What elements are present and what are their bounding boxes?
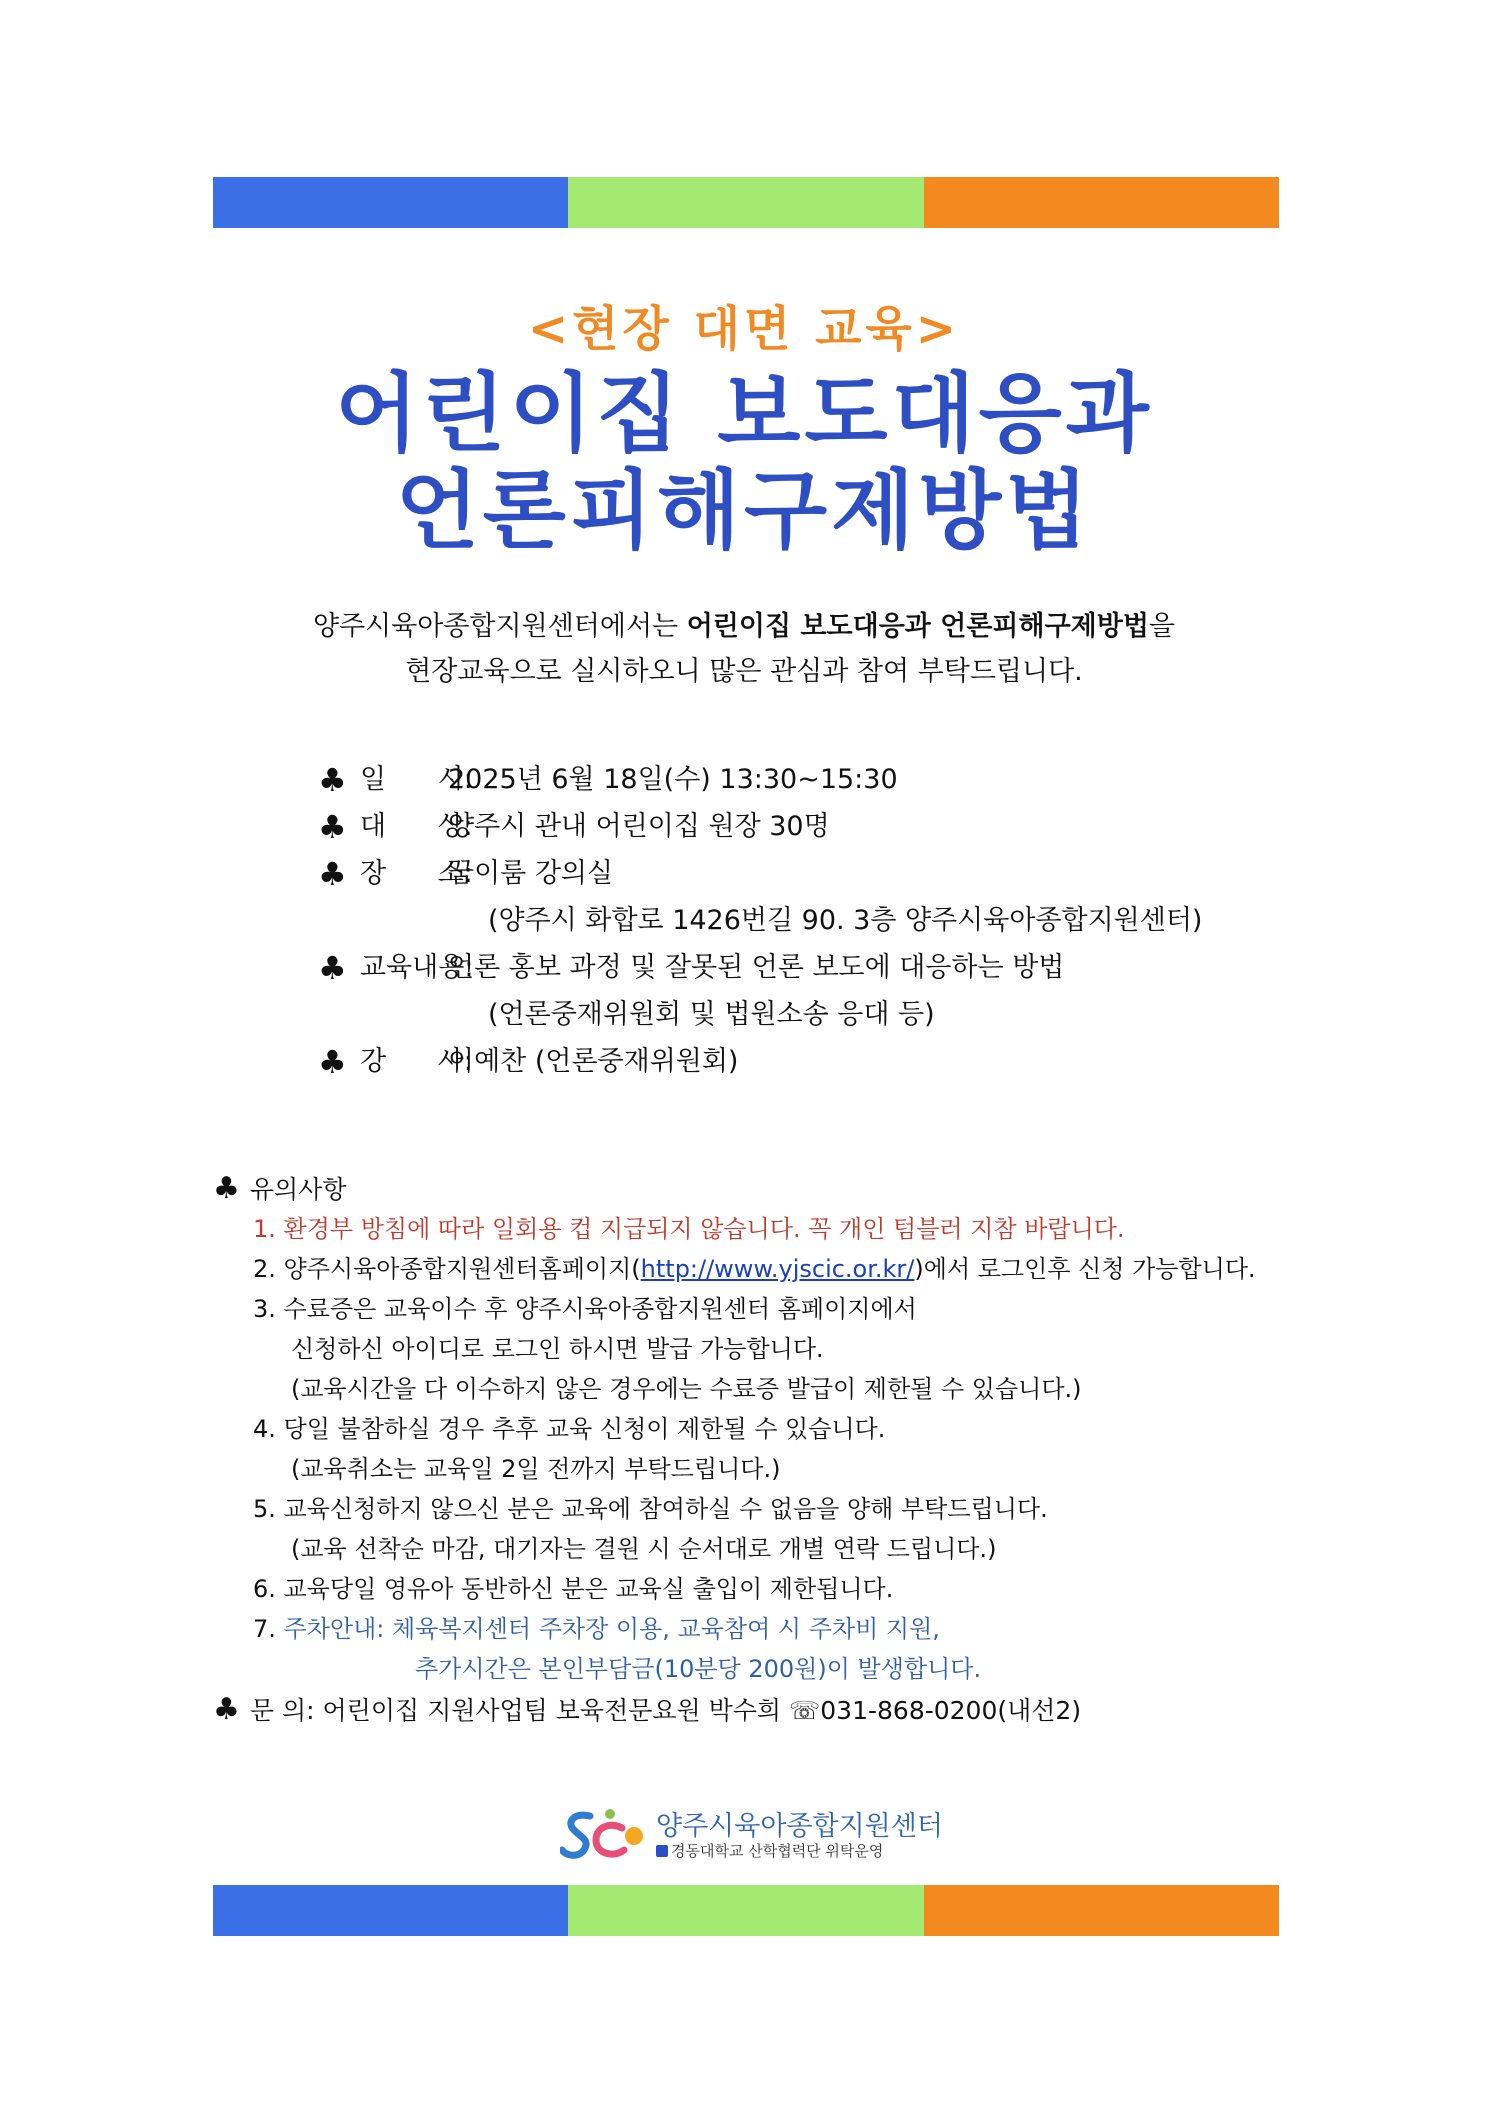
club-bullet-icon: ♣ xyxy=(318,808,347,846)
logo-sub xyxy=(656,1840,883,1861)
club-bullet-icon: ♣ xyxy=(318,761,347,799)
club-bullet-icon: ♣ xyxy=(318,855,347,893)
note-2 xyxy=(253,1252,1256,1286)
color-bar-blue xyxy=(213,1885,568,1936)
notes-heading xyxy=(213,1172,347,1207)
color-bar-green xyxy=(568,1885,923,1936)
info-label: 대 상: xyxy=(360,811,473,842)
contact-line xyxy=(213,1693,1081,1728)
info-label: 강 사: xyxy=(360,1046,473,1077)
logo-sub-text: 경동대학교 산학협력단 위탁운영 xyxy=(671,1842,884,1860)
info-value: 언론 홍보 과정 및 잘못된 언론 보도에 대응하는 방법 xyxy=(448,952,1065,983)
club-bullet-icon: ♣ xyxy=(213,1692,240,1727)
top-color-bar xyxy=(213,177,1279,228)
note-5: 5. 교육신청하지 않으신 분은 교육에 참여하실 수 없음을 양해 부탁드립니다. xyxy=(253,1495,1048,1523)
note-7-num: 7. xyxy=(253,1615,284,1643)
note-2-pre: 2. 양주시육아종합지원센터홈페이지( xyxy=(253,1255,641,1283)
color-bar-green xyxy=(568,177,923,228)
info-value: 양주시 관내 어린이집 원장 30명 xyxy=(448,811,830,842)
info-label: 교육내용: xyxy=(360,952,474,983)
info-value: 꿈이룸 강의실 xyxy=(448,858,614,889)
intro-line-1 xyxy=(0,604,1488,643)
bottom-color-bar xyxy=(213,1885,1279,1936)
note-7 xyxy=(253,1612,940,1646)
club-bullet-icon: ♣ xyxy=(213,1171,240,1206)
note-7-b: 추가시간은 본인부담금(10분당 200원)이 발생합니다. xyxy=(415,1655,982,1683)
info-value: 2025년 6월 18일(수) 13:30~15:30 xyxy=(448,764,898,795)
intro-pre: 양주시육아종합지원센터에서는 xyxy=(312,611,687,642)
homepage-link[interactable]: http://www.yjscic.or.kr/ xyxy=(640,1255,915,1283)
info-content-detail: (언론중재위원회 및 법원소송 응대 등) xyxy=(488,999,935,1030)
color-bar-orange xyxy=(924,177,1279,228)
center-logo xyxy=(560,1806,943,1862)
note-1: 1. 환경부 방침에 따라 일회용 컵 지급되지 않습니다. 꼭 개인 텀블러 지참 바랍니다. xyxy=(253,1215,1125,1243)
note-4: 4. 당일 불참하실 경우 추후 교육 신청이 제한될 수 있습니다. xyxy=(253,1415,886,1443)
title-line-2: 언론피해구제방법 xyxy=(395,461,1093,561)
club-bullet-icon: ♣ xyxy=(318,949,347,987)
intro-line-2: 현장교육으로 실시하오니 많은 관심과 참여 부탁드립니다. xyxy=(405,656,1083,687)
info-value: 이예찬 (언론중재위원회) xyxy=(448,1046,739,1077)
sc-logo-icon xyxy=(560,1806,646,1862)
club-bullet-icon: ♣ xyxy=(318,1043,347,1081)
note-4-b: (교육취소는 교육일 2일 전까지 부탁드립니다.) xyxy=(291,1455,781,1483)
title-line-1: 어린이집 보도대응과 xyxy=(335,364,1153,464)
color-bar-orange xyxy=(924,1885,1279,1936)
note-6: 6. 교육당일 영유아 동반하신 분은 교육실 출입이 제한됩니다. xyxy=(253,1575,894,1603)
subtitle: <현장 대면 교육> xyxy=(527,301,961,357)
note-3-c: (교육시간을 다 이수하지 않은 경우에는 수료증 발급이 제한될 수 있습니다.) xyxy=(291,1375,1082,1403)
info-label: 장 소: xyxy=(360,858,473,889)
color-bar-blue xyxy=(213,177,568,228)
logo-name: 양주시육아종합지원센터 xyxy=(656,1811,943,1842)
university-seal-icon xyxy=(656,1845,668,1857)
intro-post: 을 xyxy=(1148,611,1176,642)
note-7-text: 주차안내: 체육복지센터 주차장 이용, 교육참여 시 주차비 지원, xyxy=(283,1615,940,1643)
note-5-b: (교육 선착순 마감, 대기자는 결원 시 순서대로 개별 연락 드립니다.) xyxy=(291,1535,997,1563)
note-3-b: 신청하신 아이디로 로그인 하시면 발급 가능합니다. xyxy=(291,1335,824,1363)
note-2-post: )에서 로그인후 신청 가능합니다. xyxy=(914,1255,1256,1283)
contact-text: 문 의: 어린이집 지원사업팀 보육전문요원 박수희 ☏031-868-0200(내선2) xyxy=(249,1696,1082,1725)
note-3: 3. 수료증은 교육이수 후 양주시육아종합지원센터 홈페이지에서 xyxy=(253,1295,917,1323)
intro-bold: 어린이집 보도대응과 언론피해구제방법 xyxy=(686,611,1149,642)
notes-heading-label: 유의사항 xyxy=(249,1175,347,1204)
info-place-address: (양주시 화합로 1426번길 90. 3층 양주시육아종합지원센터) xyxy=(488,905,1203,936)
info-label: 일 시: xyxy=(360,764,473,795)
